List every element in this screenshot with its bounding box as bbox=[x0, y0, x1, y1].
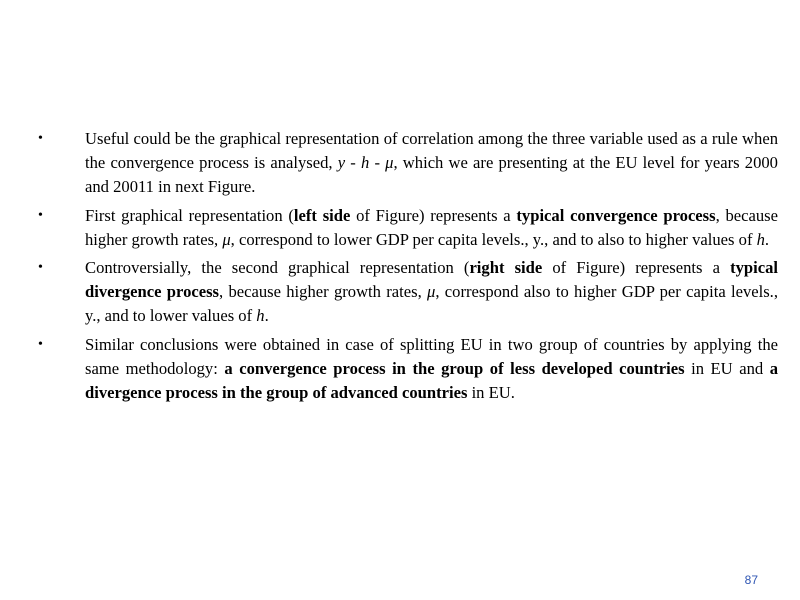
bullet-item bbox=[34, 333, 778, 406]
text-segment: First graphical representation ( bbox=[85, 205, 294, 225]
text-segment: Similar conclusions were obtained in case of splitting EU in two group of countries by applying the same methodology: bbox=[85, 334, 778, 378]
text-segment: typical convergence process bbox=[516, 205, 716, 225]
bullet-text bbox=[85, 206, 778, 249]
text-segment: , correspond to lower GDP per capita levels., y., and to also to higher values of bbox=[230, 229, 757, 249]
text-segment: , because higher growth rates, bbox=[85, 205, 778, 249]
text-segment: of Figure) represents a bbox=[542, 258, 731, 278]
bullet-dot-icon: • bbox=[38, 260, 43, 276]
text-segment: , because higher growth rates, bbox=[219, 282, 428, 302]
text-segment: a divergence process in the group of advanced countries bbox=[85, 358, 778, 403]
bullet-dot-icon: • bbox=[38, 131, 43, 146]
bullet-item bbox=[34, 204, 778, 252]
text-segment: h bbox=[360, 153, 370, 173]
text-segment: typical divergence process bbox=[85, 258, 778, 302]
bullet-text bbox=[85, 129, 778, 196]
text-segment: h bbox=[256, 306, 265, 326]
bullet-list bbox=[34, 127, 778, 409]
bullet-item bbox=[34, 127, 778, 200]
text-segment: Controversially, the second graphical representation ( bbox=[85, 258, 470, 278]
text-segment: Useful could be the graphical representation of correlation among the three variable used as a rule when the convergence process is analysed, bbox=[85, 129, 778, 173]
text-segment: μ bbox=[427, 282, 436, 302]
text-segment: of Figure) represents a bbox=[350, 205, 517, 225]
text-segment: a convergence process in the group of less developed countries bbox=[224, 358, 685, 378]
text-segment: right side bbox=[469, 258, 543, 278]
bullet-item bbox=[34, 256, 778, 329]
bullet-dot-icon: • bbox=[38, 207, 43, 223]
text-segment: , correspond also to higher GDP per capita levels., y., and to lower values of bbox=[85, 282, 778, 326]
bullet-text bbox=[85, 258, 778, 325]
text-segment: in EU. bbox=[467, 383, 515, 403]
text-segment: - bbox=[369, 153, 386, 173]
bullet-dot-icon: • bbox=[38, 336, 43, 352]
text-segment: . bbox=[264, 306, 269, 326]
text-segment: y bbox=[337, 153, 346, 173]
text-segment: . bbox=[764, 229, 770, 249]
bullet-text bbox=[85, 335, 778, 402]
text-segment: μ bbox=[222, 229, 231, 249]
page-number: 87 bbox=[744, 573, 758, 587]
text-segment: left side bbox=[293, 205, 351, 225]
text-segment: μ bbox=[385, 153, 394, 173]
text-segment: , which we are presenting at the EU level for years 2000 and 20011 in next Figure. bbox=[85, 153, 778, 197]
text-segment: - bbox=[345, 153, 361, 173]
text-segment: in EU and bbox=[684, 358, 770, 378]
text-segment: h bbox=[756, 229, 765, 249]
